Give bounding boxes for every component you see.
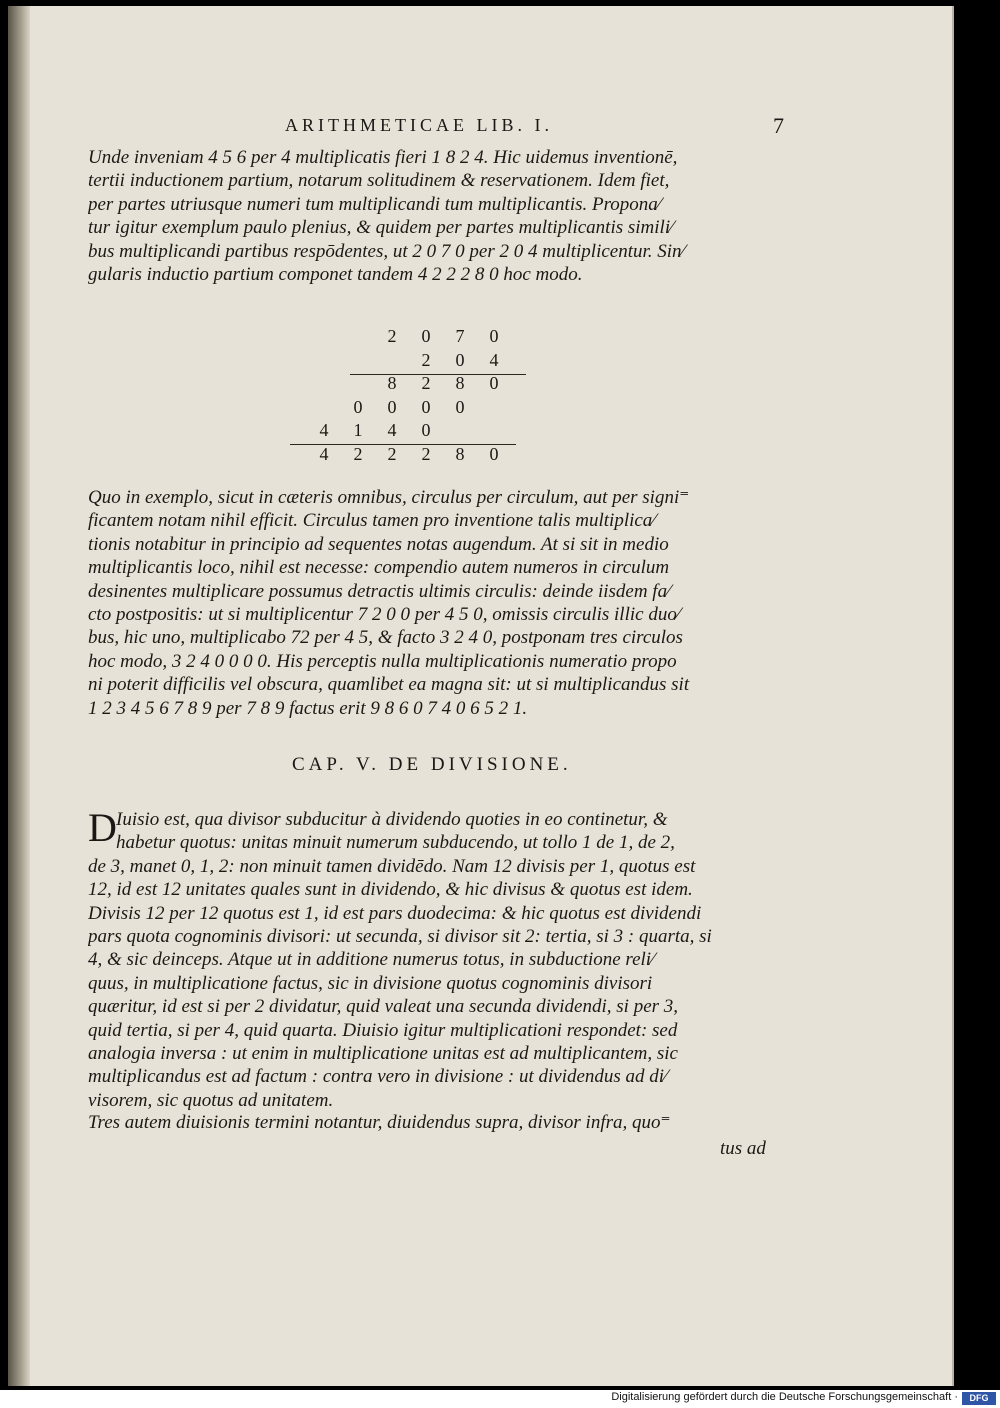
text-line: Unde inveniam 4 5 6 per 4 multiplicatis fieri 1 8 2 4. Hic uidemus inventionē,: [88, 147, 678, 168]
digit: 8: [455, 373, 465, 393]
digit: 8: [455, 443, 465, 464]
running-head: ARITHMETICAE LIB. I.: [285, 115, 553, 135]
text-line: quid tertia, si per 4, quid quarta. Diuisio igitur multiplicationi respondet: sed: [88, 1019, 678, 1041]
text-line: habetur quotus: unitas minuit numerum subducendo, ut tollo 1 de 1, de 2,: [116, 832, 675, 854]
digit: 0: [489, 373, 499, 393]
text-line: analogia inversa : ut enim in multiplicatione unitas est ad multiplicantem, sic: [88, 1043, 678, 1065]
chapter-heading: CAP. V. DE DIVISIONE.: [292, 754, 572, 775]
digit: 7: [455, 326, 465, 346]
digit: 2: [353, 443, 363, 464]
text-line: 1 2 3 4 5 6 7 8 9 per 7 8 9 factus erit 9 8 6 0 7 4 0 6 5 2 1.: [88, 697, 528, 719]
paragraph-1: [88, 146, 780, 286]
digit: 0: [421, 326, 431, 346]
digitization-credit: Digitalisierung gefördert durch die Deutsche Forschungsgemeinschaft ·: [611, 1391, 958, 1403]
text-line: de 3, manet 0, 1, 2: non minuit tamen dividēdo. Nam 12 divisis per 1, quotus est: [88, 855, 696, 877]
text-line: 4, & sic deinceps. Atque ut in additione numerus totus, in subductione reli⁄: [88, 949, 655, 971]
digit: 0: [489, 326, 499, 346]
digit: 2: [421, 373, 431, 393]
digit: 0: [421, 396, 431, 417]
digit: 4: [387, 420, 397, 440]
text-line: bus multiplicandi partibus respōdentes, ut 2 0 7 0 per 2 0 4 multiplicentur. Sin⁄: [88, 240, 685, 262]
text-line: Divisis 12 per 12 quotus est 1, id est pars duodecima: & hic quotus est dividendi: [88, 902, 702, 924]
digit: 4: [319, 420, 329, 440]
text-line: hoc modo, 3 2 4 0 0 0 0. His perceptis nulla multiplicationis numeratio propo: [88, 650, 677, 672]
paragraph-2: [88, 486, 780, 720]
text-line: bus, hic uno, multiplicabo 72 per 4 5, & facto 3 2 4 0, postponam tres circulos: [88, 627, 683, 649]
paragraph-3: [88, 805, 780, 1112]
text-line: cto postpositis: ut si multiplicentur 7 2 0 0 per 4 5 0, omissis circulis illic duo⁄: [88, 604, 680, 626]
digit: 1: [353, 420, 363, 440]
digit: 2: [387, 443, 397, 464]
dfg-logo: DFG: [962, 1392, 996, 1405]
digit: 0: [353, 396, 363, 417]
digit: 0: [387, 396, 397, 417]
text-line: multiplicandus est ad factum : contra vero in divisione : ut dividendus ad di⁄: [88, 1066, 668, 1088]
text-line: Tres autem diuisionis termini notantur, diuidendus supra, divisor infra, quo⁼: [88, 1112, 671, 1133]
digit: 4: [319, 443, 329, 464]
text-line: quus, in multiplicatione factus, sic in divisione quotus cognominis divisori: [88, 972, 653, 994]
text-line: quæritur, id est si per 2 dividatur, quid valeat una secunda dividendi, si per 3,: [88, 996, 679, 1018]
book-spine-shadow: [8, 6, 30, 1386]
text-line: desinentes multiplicare possumus detractis ultimis circulis: deinde iisdem fa⁄: [88, 580, 671, 602]
paragraph-4: [88, 1111, 780, 1134]
text-line: visorem, sic quotus ad unitatem.: [88, 1089, 334, 1111]
drop-capital: D: [88, 805, 117, 850]
digit: 2: [387, 326, 397, 346]
catchword: tus ad: [720, 1138, 766, 1159]
text-line: Quo in exemplo, sicut in cæteris omnibus, circulus per circulum, aut per signi⁼: [88, 487, 690, 508]
digit: 0: [489, 443, 499, 464]
text-line: per partes utriusque numeri tum multiplicandi tum multiplicantis. Propona⁄: [88, 193, 661, 215]
text-line: 12, id est 12 unitates quales sunt in dividendo, & hic divisus & quotus est idem.: [88, 879, 693, 901]
text-line: ficantem notam nihil efficit. Circulus tamen pro inventione talis multiplica⁄: [88, 510, 656, 532]
text-line: tionis notabitur in principio ad sequentes notas augendum. At si sit in medio: [88, 533, 669, 555]
digit: 0: [455, 396, 465, 417]
text-line: tertii inductionem partium, notarum solitudinem & reservationem. Idem fiet,: [88, 170, 670, 192]
digit: 2: [421, 349, 431, 370]
text-line: gularis inductio partium componet tandem 4 2 2 2 8 0 hoc modo.: [88, 264, 583, 286]
digit: 2: [421, 443, 431, 464]
digit: 0: [421, 420, 431, 440]
digit: 4: [489, 349, 499, 370]
text-line: multiplicantis loco, nihil est necesse: compendio autem numeros in circulum: [88, 557, 670, 579]
digit: 0: [455, 349, 465, 370]
text-line: ni poterit difficilis vel obscura, quamlibet ea magna sit: ut si multiplicandus sit: [88, 674, 690, 696]
text-line: pars quota cognominis divisori: ut secunda, si divisor sit 2: tertia, si 3 : quarta, si: [88, 926, 712, 948]
page-number: 7: [773, 113, 784, 138]
text-line: Iuisio est, qua divisor subducitur à dividendo quoties in eo continetur, &: [116, 809, 668, 830]
multiplication-example: [270, 326, 530, 476]
digit: 8: [387, 373, 397, 393]
text-line: tur igitur exemplum paulo plenius, & quidem per partes multiplicantis simili⁄: [88, 217, 674, 239]
